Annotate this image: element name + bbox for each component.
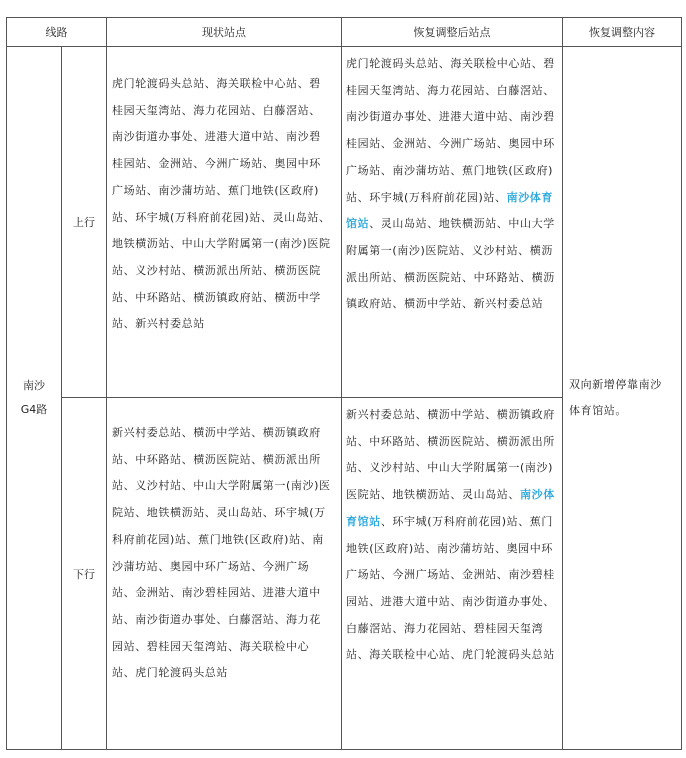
downstream-restored-cell	[342, 398, 563, 750]
downstream-existing-stops: 新兴村委总站、横沥中学站、横沥镇政府站、中环路站、横沥医院站、横沥派出所站、义沙村站、中山大学附属第一(南沙)医院站、地铁横沥站、灵山岛站、环宇城(万科府前花园)站、蕉门地铁(区政府)站、南沙蒲坊站、奥园中环广场站、今洲广场站、金洲站、南沙碧桂园站、进港大道中站、南沙街道办事处、白藤滘站、海力花园站、碧桂园天玺湾站、海关联检中心站、虎门轮渡码头总站	[112, 426, 331, 680]
upstream-restored-stops	[342, 47, 562, 318]
downstream-new-stop-highlight: 南沙体育馆站	[346, 488, 555, 528]
route-adjustment-table	[6, 17, 682, 750]
upstream-row	[7, 47, 682, 398]
upstream-existing-stops: 虎门轮渡码头总站、海关联检中心站、碧桂园天玺湾站、海力花园站、白藤滘站、南沙街道办事处、进港大道中站、南沙碧桂园站、金洲站、今洲广场站、奥园中环广场站、南沙蒲坊站、蕉门地铁(区政府)站、环宇城(万科府前花园)站、灵山岛站、地铁横沥站、中山大学附属第一(南沙)医院站、义沙村站、横沥派出所站、横沥医院站、中环路站、横沥镇政府站、横沥中学站、新兴村委总站	[112, 77, 331, 331]
route-name-line1: 南沙	[23, 379, 45, 392]
downstream-existing-cell	[107, 398, 342, 750]
route-name-line2: G4路	[20, 403, 48, 416]
upstream-restored-cell	[342, 47, 563, 398]
route-name-cell	[7, 47, 62, 750]
downstream-restored-after: 、环宇城(万科府前花园)站、蕉门地铁(区政府)站、南沙蒲坊站、奥园中环广场站、今洲广场站、金洲站、南沙碧桂园站、进港大道中站、南沙街道办事处、白藤滘站、海力花园站、碧桂园天玺湾站、海关联检中心站、虎门轮渡码头总站	[346, 514, 555, 662]
upstream-new-stop-highlight: 南沙体育馆站	[346, 190, 553, 231]
downstream-restored-before: 新兴村委总站、横沥中学站、横沥镇政府站、中环路站、横沥医院站、横沥派出所站、义沙村站、中山大学附属第一(南沙)医院站、地铁横沥站、灵山岛站、	[346, 408, 555, 502]
header-change-content: 恢复调整内容	[563, 18, 682, 47]
header-row	[7, 18, 682, 47]
header-route: 线路	[7, 18, 107, 47]
direction-up: 上行	[62, 47, 107, 398]
upstream-restored-after: 、灵山岛站、地铁横沥站、中山大学附属第一(南沙)医院站、义沙村站、横沥派出所站、横沥医院站、中环路站、横沥镇政府站、横沥中学站、新兴村委总站	[346, 217, 555, 311]
header-restored-stops: 恢复调整后站点	[342, 18, 563, 47]
upstream-existing-cell	[107, 47, 342, 398]
upstream-restored-before: 虎门轮渡码头总站、海关联检中心站、碧桂园天玺湾站、海力花园站、白藤滘站、南沙街道办事处、进港大道中站、南沙碧桂园站、金洲站、今洲广场站、奥园中环广场站、南沙蒲坊站、蕉门地铁(区政府)站、环宇城(万科府前花园)站、	[346, 57, 555, 204]
header-existing-stops: 现状站点	[107, 18, 342, 47]
downstream-restored-stops	[342, 398, 562, 669]
direction-down: 下行	[62, 398, 107, 750]
change-note: 双向新增停靠南沙体育馆站。	[569, 378, 662, 417]
change-note-cell	[563, 47, 682, 750]
